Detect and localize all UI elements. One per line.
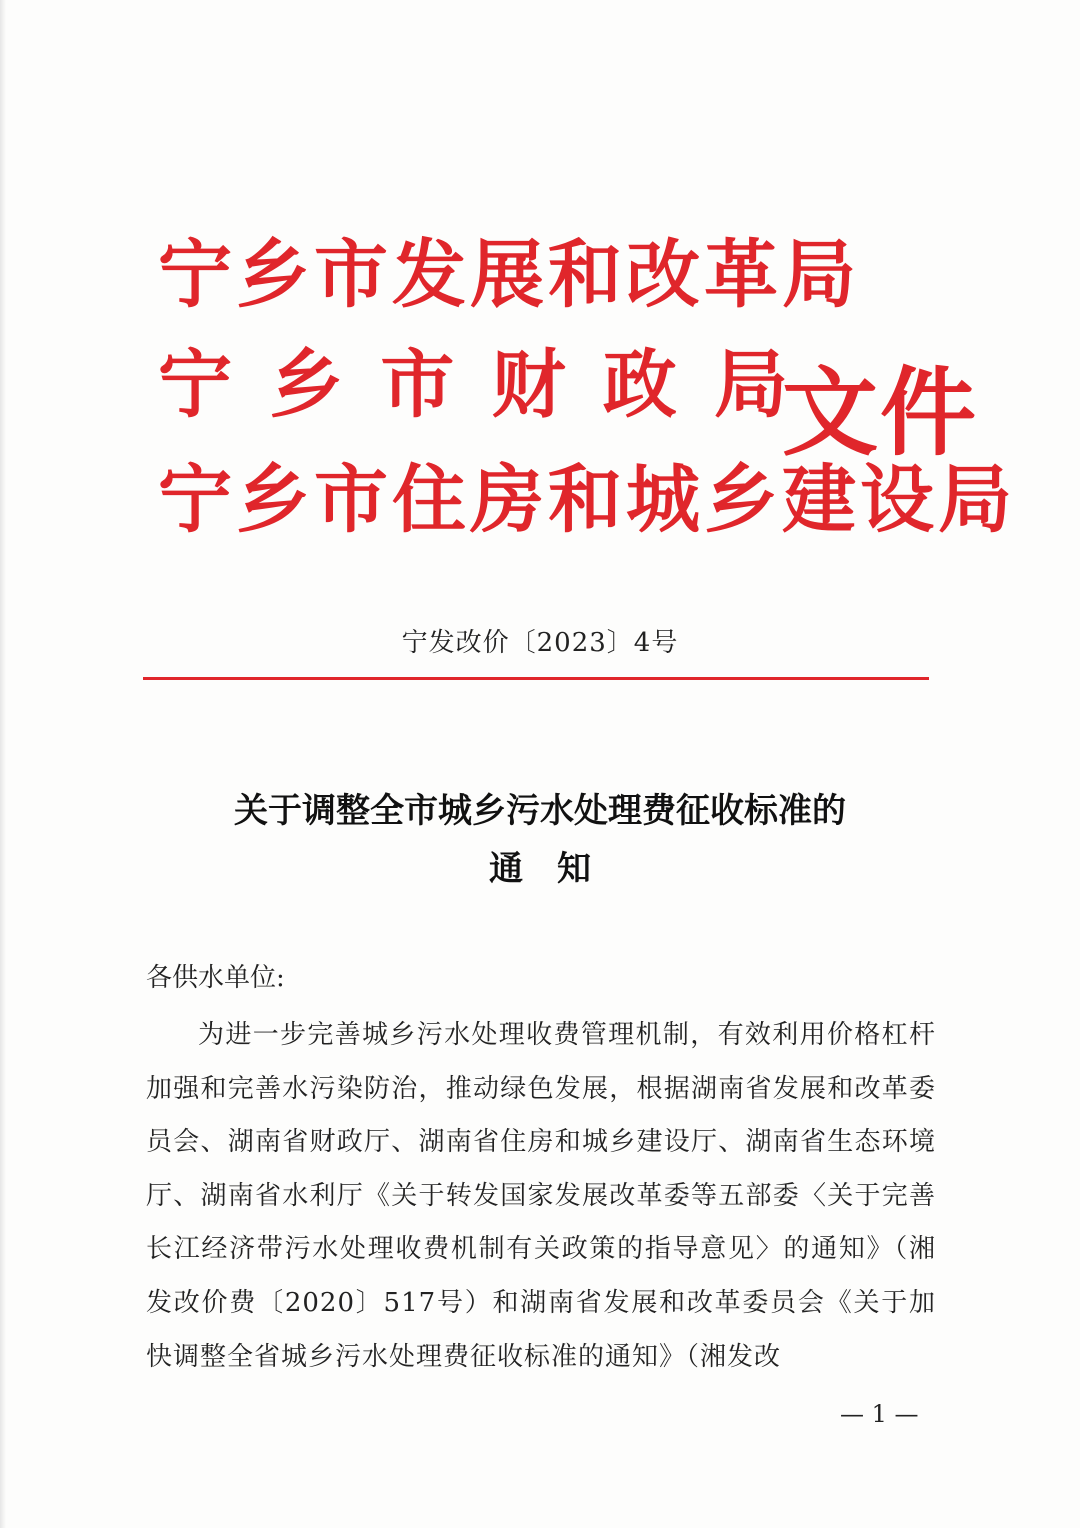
letterhead-char: 政 — [602, 342, 677, 428]
salutation: 各供水单位: — [146, 963, 285, 993]
letterhead-line-2 — [158, 330, 788, 440]
letterhead-char: 市 — [380, 342, 455, 428]
letterhead-suffix: 文件 — [782, 357, 978, 469]
body-paragraph: 为进一步完善城乡污水处理收费管理机制，有效利用价格杠杆加强和完善水污染防治，推动绿色发展，根据湖南省发展和改革委员会、湖南省财政厅、湖南省住房和城乡建设厅、湖南省生态环境厅、湖南省水利厅《关于转发国家发展改革委等五部委〈关于完善长江经济带污水处理收费机制有关政策的指导意见〉的通知》（湘发改价费〔2020〕517号）和湖南省发展和改革委员会《关于加快调整全省城乡污水处理费征收标准的通知》（湘发改 — [146, 1020, 936, 1372]
page-number: — 1 — — [840, 1400, 919, 1428]
title-line-1: 关于调整全市城乡污水处理费征收标准的 — [234, 791, 846, 831]
letterhead-line-3: 宁乡市住房和城乡建设局 — [158, 457, 1016, 543]
red-separator-line — [143, 677, 929, 680]
letterhead-char: 财 — [491, 342, 566, 428]
document-title — [0, 782, 1080, 898]
document-number: 宁发改价〔2023〕4号 — [401, 628, 679, 658]
scan-edge — [0, 0, 6, 1528]
letterhead-char: 乡 — [269, 342, 344, 428]
letterhead — [150, 220, 1016, 560]
letterhead-line-1: 宁乡市发展和改革局 — [158, 232, 860, 318]
letterhead-char: 局 — [713, 342, 788, 428]
letterhead-char: 宁 — [158, 342, 232, 428]
title-line-2: 通知 — [489, 849, 625, 889]
